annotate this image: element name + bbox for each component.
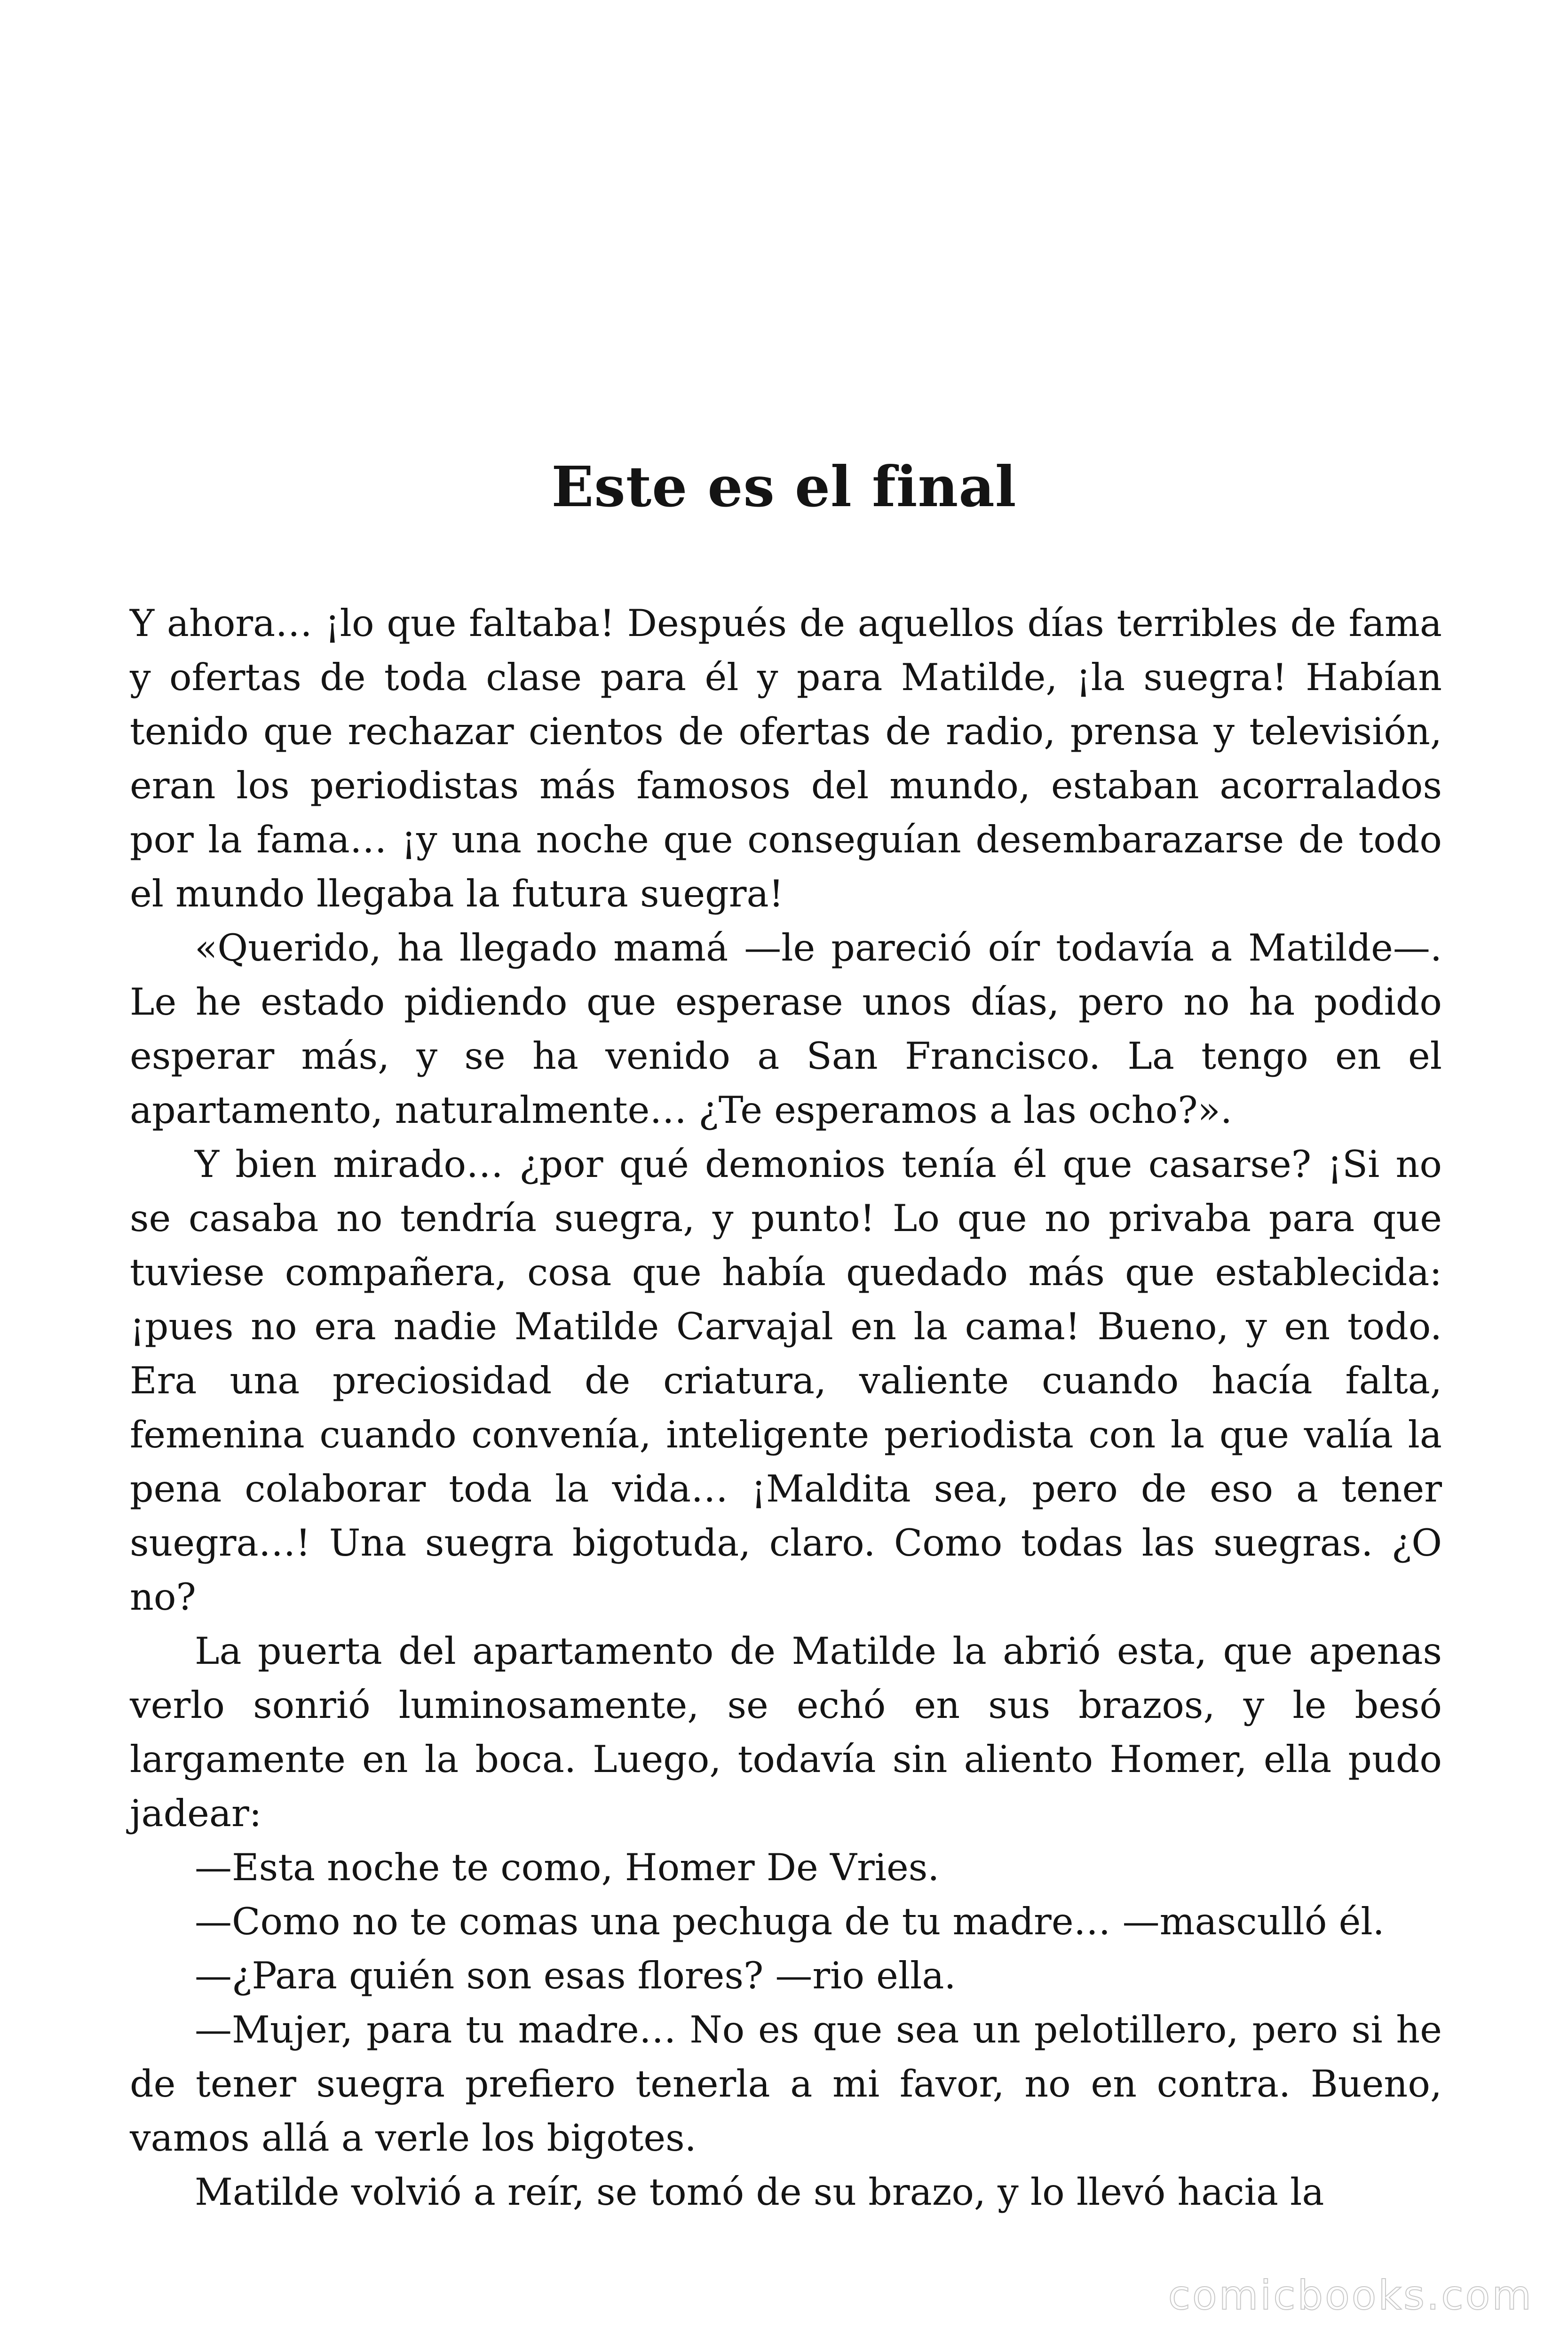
paragraph: Y ahora… ¡lo que faltaba! Después de aquellos días terribles de fama y ofertas de toda clase para él y para Matilde, ¡la suegra! Habían tenido que rechazar cientos de ofertas de radio, prensa y televisión, eran los periodistas más famosos del mundo, estaban acorralados por la fama… ¡y una noche que conseguían desembarazarse de todo el mundo llegaba la futura suegra! [130,602,1442,915]
chapter-title: Este es el final [551,454,1017,519]
dialogue-line: —¿Para quién son esas flores? —rio ella. [195,1954,956,1997]
paragraph: Y bien mirado… ¿por qué demonios tenía él que casarse? ¡Si no se casaba no tendría suegra, y punto! Lo que no privaba para que tuviese compañera, cosa que había quedado más que establecida: ¡pues no era nadie Matilde Carvajal en la cama! Bueno, y en todo. Era una preciosidad de criatura, valiente cuando hacía falta, femenina cuando convenía, inteligente periodista con la que valía la pena colaborar toda la vida… ¡Maldita sea, pero de eso a tener suegra…! Una suegra bigotuda, claro. Como todas las suegras. ¿O no? [130,1143,1442,1619]
chapter-body [130,596,1442,2219]
dialogue-line: —Como no te comas una pechuga de tu madre… —masculló él. [195,1900,1385,1943]
paragraph: Matilde volvió a reír, se tomó de su brazo, y lo llevó hacia la [195,2170,1324,2214]
paragraph: La puerta del apartamento de Matilde la abrió esta, que apenas verlo sonrió luminosamente, se echó en sus brazos, y le besó largamente en la boca. Luego, todavía sin aliento Homer, ella pudo jadear: [130,1629,1442,1835]
dialogue-line: —Esta noche te como, Homer De Vries. [195,1846,940,1889]
dialogue-line: —Mujer, para tu madre… No es que sea un pelotillero, pero si he de tener suegra prefiero tenerla a mi favor, no en contra. Bueno, vamos allá a verle los bigotes. [130,2008,1442,2160]
paragraph: «Querido, ha llegado mamá —le pareció oír todavía a Matilde—. Le he estado pidiendo que esperase unos días, pero no ha podido esperar más, y se ha venido a San Francisco. La tengo en el apartamento, naturalmente… ¿Te esperamos a las ocho?». [130,926,1442,1132]
watermark-logo: comicbooks.com [1168,2272,1533,2319]
